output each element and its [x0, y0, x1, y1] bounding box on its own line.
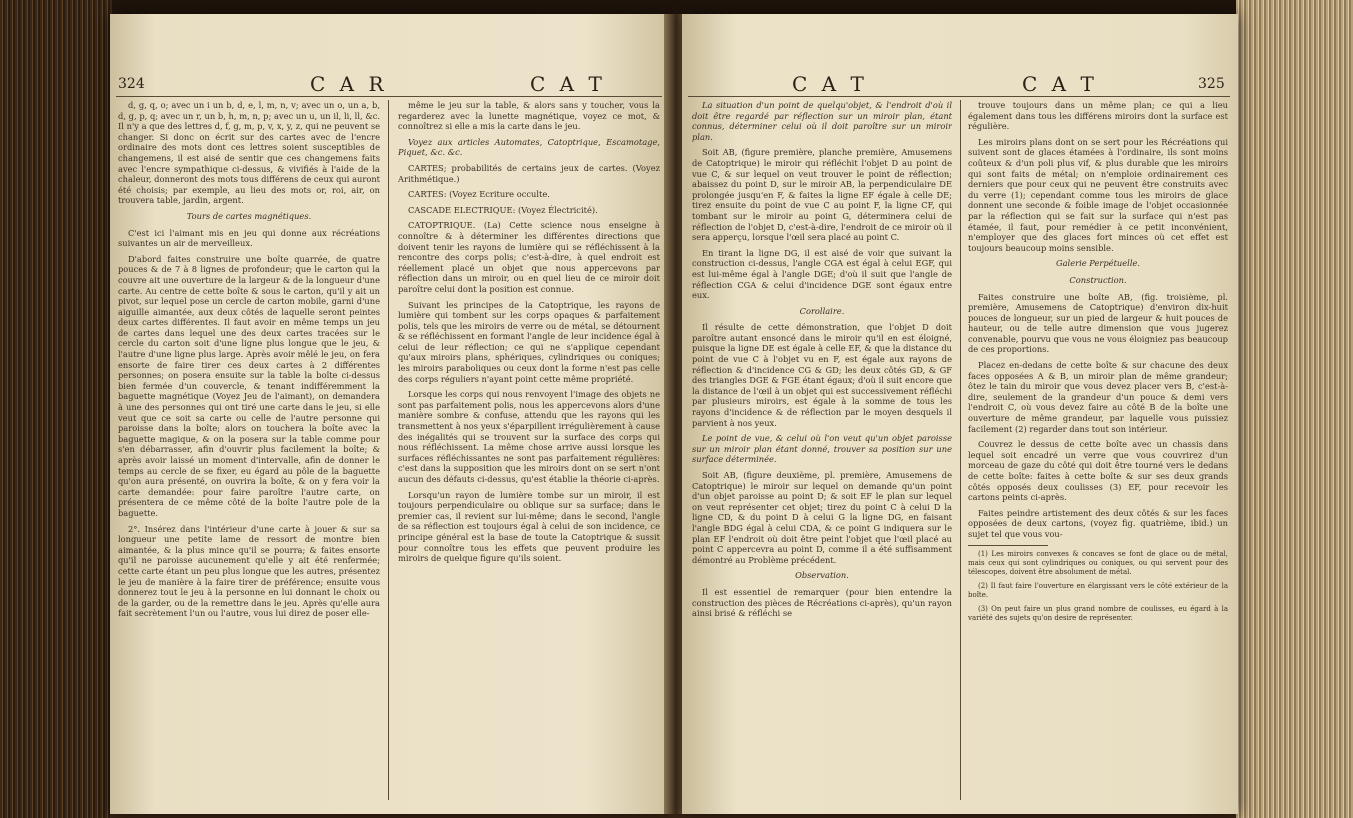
right-fore-edge — [1236, 0, 1353, 818]
paragraph: CATOPTRIQUE. (La) Cette science nous enseigne à connoître & à déterminer les différentes directions que doivent tenir les rayons de lumière qui se réfléchissent à la rencontre des corps polis; c'est-à-dire, à quel endroit est réellement placé un objet que nous appercevons par réflection dans un miroir, ou en quel lieu de ce miroir doit paroître celui dont la position est connue. — [398, 220, 660, 294]
page-number-right: 325 — [1198, 76, 1225, 92]
footnote: (3) On peut faire un plus grand nombre de coulisses, eu égard à la variété des sujets qu'on desire de représenter. — [968, 604, 1228, 622]
left-fore-edge — [0, 0, 112, 818]
paragraph: Soit AB, (figure deuxième, pl. première, Amusemens de Catoptrique) le miroir sur lequel on demande qu'un point d'un objet paroisse au point D; & soit EF le plan sur lequel on veut représenter cet objet; tirez du point C à celui D la ligne CD, & du point D à celui G la ligne DG, en faisant l'angle BDG égal à celui CDA, & ce point G indiquera sur le plan EF l'endroit où doit être peint l'objet que l'œil placé au point C appercevra au point D, comme il a été suffisamment démontré au Problème précédent. — [692, 470, 952, 565]
right-page — [682, 14, 1238, 814]
footnote: (2) Il faut faire l'ouverture en élargissant vers le côté extérieur de la boîte. — [968, 581, 1228, 599]
problem-statement: Le point de vue, & celui où l'on veut qu'un objet paroisse sur un miroir plan étant donné, trouver sa position sur une surface déterminée. — [692, 433, 952, 465]
problem-statement: La situation d'un point de quelqu'objet, & l'endroit d'où il doit être regardé par réflection sur un miroir plan, étant connus, déterminer celui où il doit paroître sur un miroir plan. — [692, 100, 952, 142]
header-rule-left — [116, 96, 662, 97]
right-page-column-2 — [968, 100, 1228, 800]
paragraph: Lorsqu'un rayon de lumière tombe sur un miroir, il est toujours perpendiculaire ou oblique sur sa surface; dans le premier cas, il revient sur lui-même; dans le second, l'angle de sa réflection est toujours égal à celui de son incidence, ce principe général est la base de toute la Catoptrique & sussit pour connoître tous les effets que peuvent produire les miroirs de quelque figure qu'ils soient. — [398, 489, 660, 564]
section-heading: Tours de cartes magnétiques. — [186, 210, 312, 221]
paragraph: Faites peindre artistement des deux côtés & sur les faces opposées de deux cartons, (voyez fig. quatrième, ibid.) un sujet tel que vous vou- — [968, 507, 1228, 539]
column-divider-left — [388, 100, 389, 800]
left-page — [110, 14, 670, 814]
paragraph: même le jeu sur la table, & alors sans y toucher, vous la regarderez avec la lunette magnétique, voyez ce mot, & connoîtrez si elle a mis la carte dans le jeu. — [398, 100, 660, 132]
paragraph: En tirant la ligne DG, il est aisé de voir que suivant la construction ci-dessus, l'angle CGA est égal à celui EGF, qui est lui-même égal à l'angle DGE; d'où il suit que l'angle de réflection CGA & celui d'incidence DGE sont égaux entre eux. — [692, 247, 952, 301]
paragraph: 2°. Insérez dans l'intérieur d'une carte à jouer & sur sa longueur une petite lame de ressort de montre bien aimantée, & la plus mince qu'il se pourra; & faites ensorte qu'il ne paroisse aucunement qu'elle y ait été renfermée; cette carte étant un peu plus longue que les autres, présentez le jeu de manière à la faire tirer de préférence; ensuite vous donnerez tout le jeu à la personne en lui donnant le choix ou de la garder, ou de la remettre dans le jeu. Après qu'elle aura fait secrètement l'un ou l'autre, vous lui direz de poser elle- — [118, 523, 380, 619]
footnote-rule — [968, 545, 1048, 546]
section-heading: Corollaire. — [799, 305, 845, 316]
page-number-left: 324 — [118, 76, 145, 92]
column-divider-right — [960, 100, 961, 800]
paragraph: CARTES: (Voyez Ecriture occulte. — [408, 189, 550, 200]
running-head-right-1: C A T — [792, 72, 868, 96]
footnote: (1) Les miroirs convexes & concaves se font de glace ou de métal, mais ceux qui sont cylindriques ou coniques, ou qui servent pour des télescopes, doivent être absolument de métal. — [968, 549, 1228, 576]
left-page-column-2 — [398, 100, 660, 800]
paragraph: Soit AB, (figure première, planche première, Amusemens de Catoptrique) le miroir qui réfléchit l'objet D au point de vue C, & sur lequel on veut trouver le point de réflection; abaissez du point D, sur le miroir AB, la perpendiculaire DE prolongée jusqu'en F, & faites la ligne EF égale à celle DE; tirez ensuite du point de vue C au point F, la ligne CF, qui tombant sur le miroir au point G, déterminera celui de réflection de l'objet D, c'est-à-dire, l'endroit de ce miroir où il sera apperçu, lorsque l'œil sera placé au point C. — [692, 147, 952, 243]
section-heading: Construction. — [1069, 274, 1127, 285]
left-page-column-1 — [118, 100, 380, 800]
paragraph: d, g, q, o; avec un i un b, d, e, l, m, n, v; avec un o, un a, b, d, g, p, q; avec un r, un b, h, m, n, p; avec un u, un il, li, ll, &c. Il n'y a que des lettres d, f, g, m, p, v, x, y, z, qui ne peuvent se changer. Si donc on écrit sur des cartes avec de l'encre ordinaire des mots dont ces lettres soient susceptibles de changemens, il est aisé de sentir que ces changemens faits avec l'encre sympathique ci-dessus, & vivifiés à l'aide de la chaleur, donneront des mots tous différens de ceux qui auront été choisis; par exemple, au lieu des mots or, roi, air, on trouvera table, jardin, argent. — [118, 100, 380, 206]
paragraph: D'abord faites construire une boîte quarrée, de quatre pouces & de 7 à 8 lignes de profondeur; que le carton qui la couvre ait une ouverture de la largeur & de la longueur d'une carte. Au centre de cette boîte & sous le carton, qu'il y ait un pivot, sur lequel pose un cercle de carton mobile, garni d'une aiguille aimantée, aux deux côtés de laquelle seront peintes deux cartes différentes. Il faut avoir en même temps un jeu de cartes dans lequel une des deux cartes tracées sur le cercle du carton soit d'une ligne plus longue que le jeu, & l'autre d'une ligne plus large. Après avoir mêlé le jeu, on fera ensorte de faire tirer ces deux cartes à 2 différentes personnes; on posera ensuite sur la table la boîte ci-dessus bien fermée d'un couvercle, & tenant indifféremment la baguette magnétique (Voyez Jeu de l'aimant), on demandera à une des personnes qui ont tiré une carte dans le jeu, si elle veut que ce soit sa carte ou celle de l'autre personne qui paroisse dans la boîte; alors on touchera la boîte avec la baguette magique, & on la posera sur la table comme pour s'en débarrasser, afin d'ouvrir plus facilement la boîte; & après avoir laissé un moment d'intervalle, afin de donner le temps au cercle de se fixer, eu égard au pôle de la baguette qu'on aura présenté, on ouvrira la boîte, & on y fera voir la carte demandée: pour faire paroître l'autre carte, on présentera de ce même côté de la boîte l'autre pole de la baguette. — [118, 253, 380, 518]
paragraph: Les miroirs plans dont on se sert pour les Récréations qui suivent sont de glaces étamées à l'ordinaire, ils sont moins coûteux & d'un poli plus vif, & plus durable que les miroirs qui sont faits de métal; on n'emploie ordinairement ces derniers que pour ceux qui ne peuvent être construits avec du verre (1); cependant comme tous les miroirs de glace donnent une seconde & foible image de l'objet occasionnée par la réflection qui se fait sur la surface qui n'est pas étamée, il faut, pour remédier à ce petit inconvénient, n'employer que des glaces fort minces où cet effet est toujours beaucoup moins sensible. — [968, 136, 1228, 253]
section-heading: Observation. — [795, 570, 849, 581]
paragraph: Couvrez le dessus de cette boîte avec un chassis dans lequel soit encadré un verre que vous couvrirez d'un morceau de gaze du côté qui doit être tourné vers le dedans de cette boîte: faites à cette boîte & sur ses deux grands côtés opposés deux coulisses (3) EF, pour recevoir les cartons peints ci-après. — [968, 439, 1228, 503]
paragraph: trouve toujours dans un même plan; ce qui a lieu également dans tous les différens miroirs dont la surface est régulière. — [968, 100, 1228, 132]
paragraph: Il est essentiel de remarquer (pour bien entendre la construction des pièces de Récréations ci-après), qu'un rayon ainsi brisé & réfléchi se — [692, 586, 952, 619]
running-head-left-2: C A T — [530, 72, 606, 96]
paragraph: CARTES; probabilités de certains jeux de cartes. (Voyez Arithmétique.) — [398, 162, 660, 184]
paragraph: C'est ici l'aimant mis en jeu qui donne aux récréations suivantes un air de merveilleux. — [118, 227, 380, 249]
right-page-column-1 — [692, 100, 952, 800]
paragraph: Lorsque les corps qui nous renvoyent l'image des objets ne sont pas parfaitement polis, nous les appercevons alors d'une manière sombre & confuse, attendu que les rayons qui les transmettent à nos yeux s'éparpillent irrégulièrement à cause des inégalités qui se trouvent sur la surface des corps qui nous réfléchissent. La même chose arrive aussi lorsque les surfaces réfléchissantes ne sont pas parfaitement régulières: c'est dans la supposition que les miroirs dont on se sert n'ont aucun des défauts ci-dessus, qu'est établie la théorie ci-après. — [398, 389, 660, 484]
paragraph: Faites construire une boîte AB, (fig. troisième, pl. première, Amusemens de Catoptrique) d'environ dix-huit pouces de longueur, sur un pied de largeur & huit pouces de hauteur, ou de telle autre dimension que vous jugerez convenable, pourvu que vous ne vous éloigniez pas beaucoup de ces proportions. — [968, 291, 1228, 355]
running-head-right-2: C A T — [1022, 72, 1098, 96]
paragraph: Suivant les principes de la Catoptrique, les rayons de lumière qui tombent sur les corps opaques & parfaitement polis, tels que les miroirs de verre ou de métal, se détournent & se réfléchissent en formant l'angle de leur incidence égal à celui de leur réflection; ce qui ne s'applique cependant qu'aux miroirs plans, sphériques, cylindriques ou coniques; les miroirs paraboliques ou ceux dont la forme n'est pas celle des corps réguliers n'ayant point cette même propriété. — [398, 299, 660, 384]
section-heading: Galerie Perpétuelle. — [1055, 258, 1141, 269]
paragraph: Voyez aux articles Automates, Catoptrique, Escamotage, Piquet, &c. &c. — [398, 136, 660, 158]
paragraph: Placez en-dedans de cette boîte & sur chacune des deux faces opposées A & B, un miroir plan de même grandeur; ôtez le tain du miroir que vous devez placer vers B, c'est-à-dire, seulement de la grandeur d'un pouce & demi vers l'endroit C, où vous devez faire au côté B de la boîte une ouverture de même grandeur, par laquelle vous puissiez facilement (2) regarder dans tout son intérieur. — [968, 360, 1228, 434]
running-head-left-1: C A R — [310, 72, 388, 96]
paragraph: Il résulte de cette démonstration, que l'objet D doit paroître autant ensoncé dans le miroir qu'il en est éloigné, puisque la ligne DE est égale à celle EF, & que la distance du point de vue C à l'objet vu en F, est égale aux rayons de réflection & d'incidence CG & GD; les deux côtés GD, & GF des triangles DGE & FGE étant égaux; d'où il suit encore que la distance de l'œil à un objet qui est successivement réfléchi par plusieurs miroirs, est égale à la somme de tous les rayons d'incidence & de réflection par le moyen desquels il parvient à nos yeux. — [692, 322, 952, 428]
header-rule-right — [688, 96, 1230, 97]
paragraph: CASCADE ELECTRIQUE: (Voyez Électricité). — [408, 204, 598, 215]
